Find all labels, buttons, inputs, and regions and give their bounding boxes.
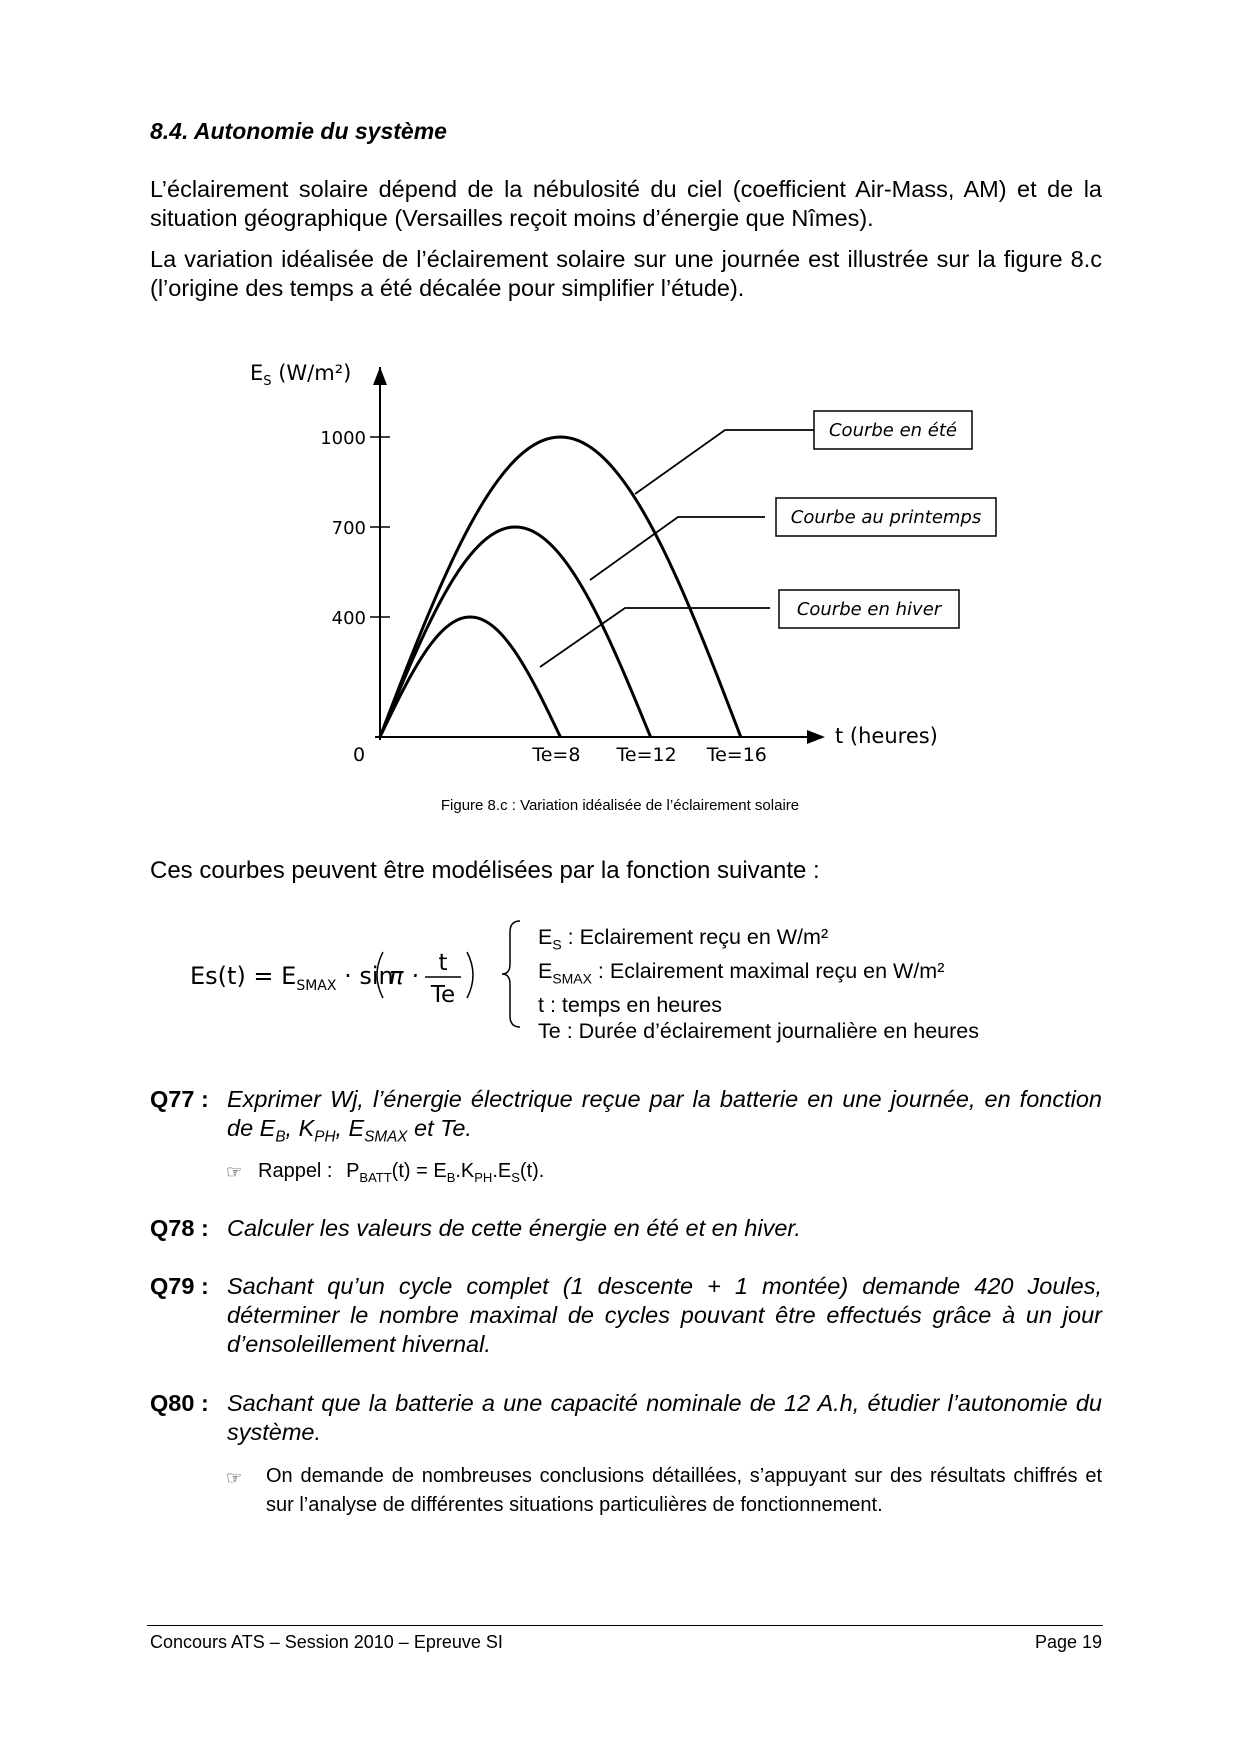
footer-rule xyxy=(147,1625,1103,1626)
definition-te: Te : Durée d’éclairement journalière en heures xyxy=(538,1019,980,1044)
x-axis-label: t (heures) xyxy=(835,724,938,748)
pointing-hand-icon: ☞ xyxy=(226,1162,243,1182)
question-79 xyxy=(150,1272,1102,1359)
legend-label-printemps: Courbe au printemps xyxy=(790,507,982,528)
y-tick-label-400: 400 xyxy=(331,608,366,629)
y-tick-label-700: 700 xyxy=(331,518,366,539)
definition-es: $E_S$ : Eclairement reçu en W/m² xyxy=(538,925,829,953)
x-tick-label-12: Te=12 xyxy=(616,744,677,766)
question-80 xyxy=(150,1389,1102,1447)
intro-paragraph-1: L’éclairement solaire dépend de la nébulosité du ciel (coefficient Air-Mass, AM) et de la situation géographique (Versailles reçoit moins d’énergie que Nîmes). xyxy=(150,176,1102,231)
question-78-number: Q78 : xyxy=(150,1215,209,1241)
question-80-text: Sachant que la batterie a une capacité nominale de 12 A.h, étudier l’autonomie du système. xyxy=(227,1390,1102,1445)
hint-label: Rappel : xyxy=(258,1160,333,1182)
formula-denominator: Te xyxy=(430,982,456,1008)
model-intro: Ces courbes peuvent être modélisées par la fonction suivante : xyxy=(150,857,820,884)
definitions-list xyxy=(538,924,979,1045)
formula-svg xyxy=(185,940,485,1010)
x-axis-arrow xyxy=(807,730,825,744)
legend-label-ete: Courbe en été xyxy=(828,420,958,441)
pointing-hand-icon: ☞ xyxy=(226,1468,243,1488)
origin-label: 0 xyxy=(353,744,366,766)
leader-printemps xyxy=(590,517,765,580)
irradiance-chart xyxy=(220,345,1060,785)
question-80-hint xyxy=(226,1462,1102,1520)
question-79-number: Q79 : xyxy=(150,1273,209,1299)
formula-lhs: $Es(t) = E_{SMAX} \cdot \sin$ xyxy=(190,962,394,994)
curly-brace xyxy=(500,918,530,1030)
formula-numerator: t xyxy=(438,950,448,976)
curve-series-2 xyxy=(380,617,560,737)
y-axis-label: $E_S$ (W/m²) xyxy=(250,361,352,389)
curve-series-0 xyxy=(380,437,741,737)
question-78 xyxy=(150,1214,1102,1243)
leader-hiver xyxy=(540,608,770,667)
section-title: 8.4. Autonomie du système xyxy=(150,118,447,144)
question-77-number: Q77 : xyxy=(150,1086,209,1112)
footer-left: Concours ATS – Session 2010 – Epreuve SI xyxy=(150,1632,503,1652)
y-axis-arrow xyxy=(373,367,387,385)
question-80-number: Q80 : xyxy=(150,1390,209,1416)
question-79-text: Sachant qu’un cycle complet (1 descente + 1 montée) demande 420 Joules, déterminer le nombre maximal de cycles pouvant être effectués grâce à un jour d’ensoleillement hivernal. xyxy=(227,1273,1102,1357)
x-tick-label-16: Te=16 xyxy=(706,744,767,766)
y-tick-label-1000: 1000 xyxy=(320,428,366,449)
leader-ete xyxy=(635,430,815,494)
definition-esmax: $E_{SMAX}$ : Eclairement maximal reçu en W/m² xyxy=(538,958,945,987)
intro-paragraph-2: La variation idéalisée de l’éclairement solaire sur une journée est illustrée sur la figure 8.c (l’origine des temps a été décalée pour simplifier l’étude). xyxy=(150,246,1102,301)
formula xyxy=(185,940,485,1010)
formula-pi: π · xyxy=(389,962,419,990)
x-tick-label-8: Te=8 xyxy=(532,744,581,766)
figure-8c xyxy=(220,345,1060,785)
question-77 xyxy=(150,1085,1102,1152)
paren-right xyxy=(467,952,473,998)
legend-label-hiver: Courbe en hiver xyxy=(796,599,942,620)
question-80-hint-text: On demande de nombreuses conclusions détaillées, s’appuyant sur des résultats chiffrés et sur l’analyse de différentes situations particulières de fonctionnement. xyxy=(266,1465,1102,1516)
question-77-hint xyxy=(226,1160,544,1185)
question-77-text: Exprimer Wj, l’énergie électrique reçue par la batterie en une journée, en fonction de $E_B$, $K_{PH}$, $E_{SMAX}$ et Te. xyxy=(227,1086,1102,1146)
footer-page-number: Page 19 xyxy=(1034,1632,1102,1652)
question-78-text: Calculer les valeurs de cette énergie en été et en hiver. xyxy=(227,1215,801,1241)
definition-t: t : temps en heures xyxy=(538,992,723,1017)
figure-caption: Figure 8.c : Variation idéalisée de l’éclairement solaire xyxy=(440,797,800,814)
hint-formula: $P_{BATT}(t) = E_B.K_{PH}.E_S(t)$. xyxy=(346,1160,545,1185)
